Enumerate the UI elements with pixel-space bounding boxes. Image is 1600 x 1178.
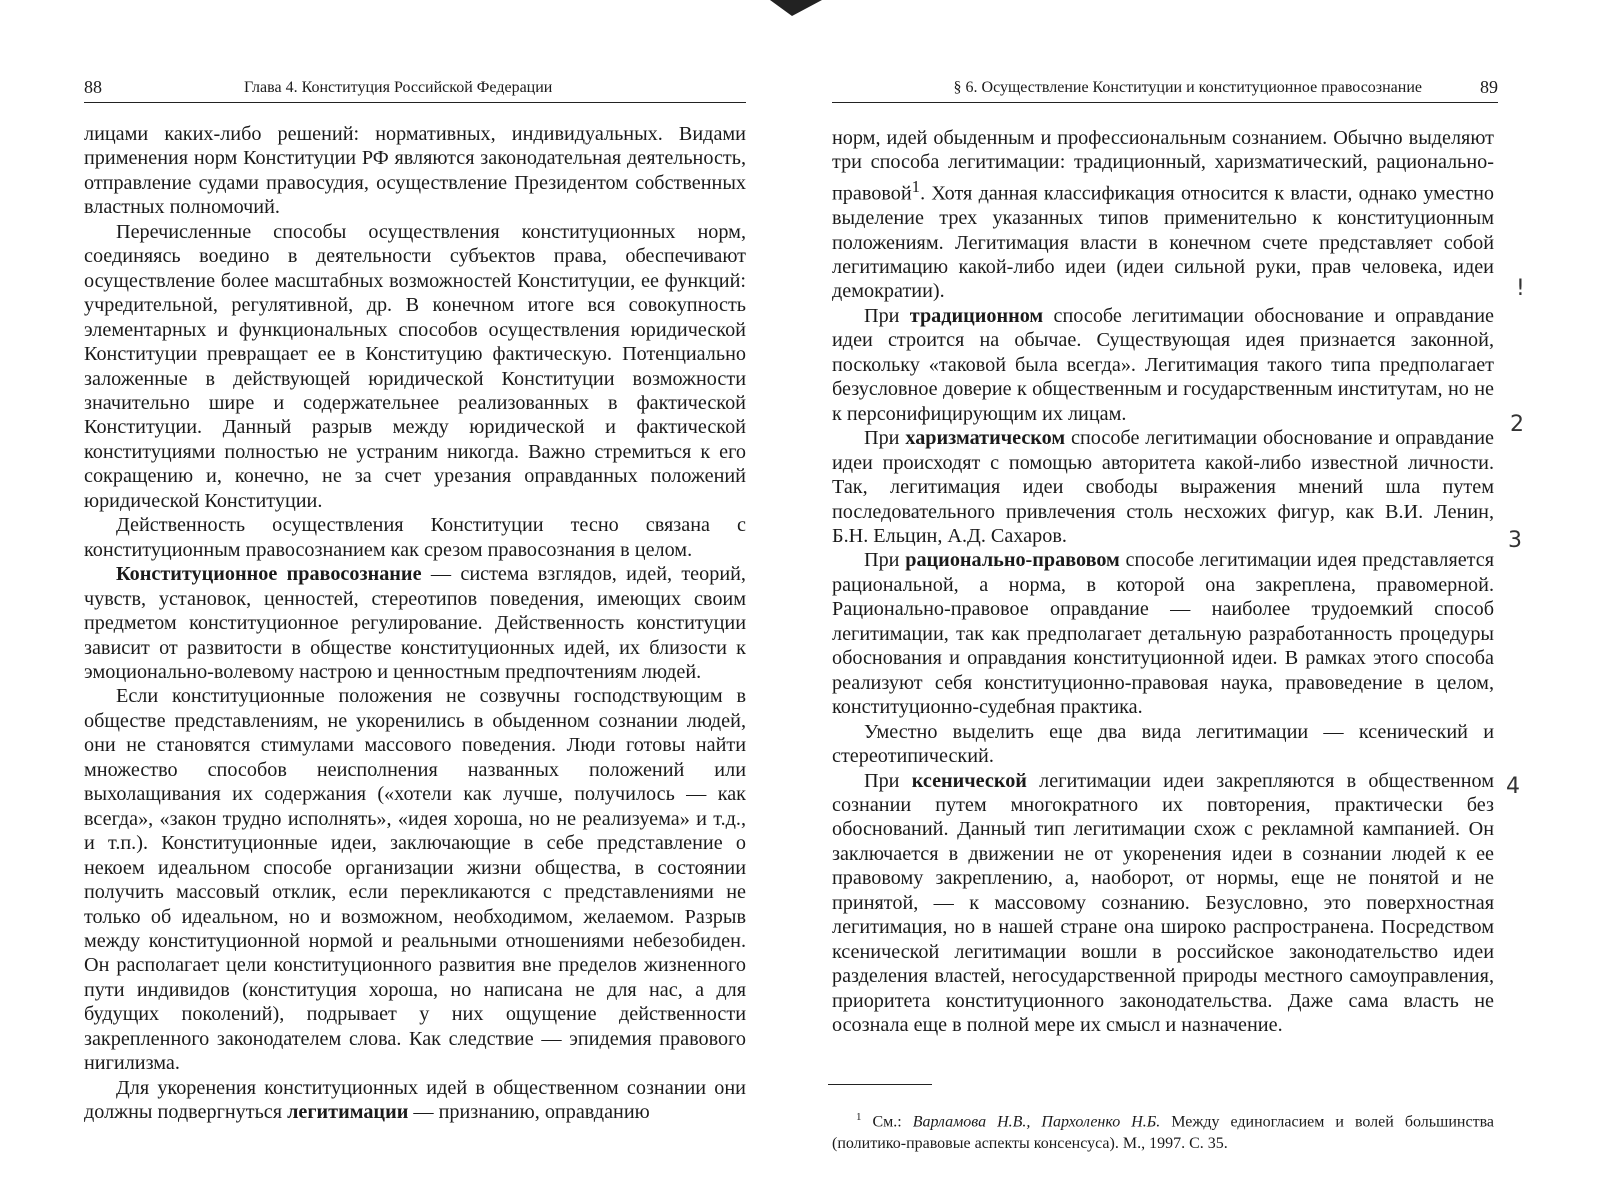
term-bold: ксенической [911,769,1027,792]
term-bold: Конституционное правосознание [116,563,422,586]
footnote: $^1$ См.: Варламова Н.В., Пархоленко Н.Б. Между единогласием и волей большинства (политико-правовые аспекты консенсуса). М., 1997. С. 35. [832,1111,1495,1153]
running-head-right: § 6. Осуществление Конституции и конституционное правосознание [953,79,1422,96]
footnote-ref: 1 [911,176,921,196]
left-body-text [84,122,746,1125]
term-bold: традиционном [909,304,1044,327]
paragraph: Перечисленные способы осуществления конституционных норм, соединяясь воедино в деятельности субъектов права, обеспечивают осуществление более масштабных возможностей Конституции, ее функций: учредительной, регулятивной, др. В конечном итоге вся совокупность элементарных и функциональных способов осуществления юридической Конституции превращает ее в Конституцию фактическую. Потенциально заложенные в действующей юридической Конституции возможности значительно шире и содержательнее реализованных в фактической Конституции. Данный разрыв между юридической и фактической конституциями полностью не устраним никогда. Важно стремиться к его сокращению и, конечно, не за счет урезания оправданных положений юридической Конституции. [84,220,746,512]
term-bold: легитимации [287,1101,409,1124]
footnote-divider [828,1084,932,1085]
paragraph: При традиционном способе легитимации обоснование и оправдание идеи строится на обычае. Существующая идея признается законной, поскольку «таковой была всегда». Легитимация такого типа предполагает безусловное доверие к общественным и государственным институтам, но не к персонифицирующим их лицам. [832,304,1494,425]
handwritten-margin-note: ! [1516,276,1525,301]
paragraph: Для укоренения конституционных идей в общественном сознании они должны подвергнуться легитимации — признанию, оправданию [84,1076,746,1124]
paragraph: лицами каких-либо решений: нормативных, индивидуальных. Видами применения норм Конституции РФ являются законодательная деятельность, отправление судами правосудия, осуществление Президентом собственных властных полномочий. [84,123,746,219]
handwritten-margin-note: 2 [1510,412,1524,437]
footnote-marker: 1 [856,1111,862,1123]
handwritten-margin-note: 4 [1506,774,1520,799]
paragraph: При рационально-правовом способе легитимации идея представляется рациональной, а норма, в которой она закреплена, правомерной. Рационально-правовое оправдание — наиболее трудоемкий способ легитимации, так как предполагает детальную разработанность процедуры обоснования и оправдания конституционной идеи. В рамках этого способа реализуют себя конституционно-правовая наука, правоведение в целом, конституционно-судебная практика. [832,549,1494,719]
right-page [800,0,1600,1178]
paragraph: Действенность осуществления Конституции тесно связана с конституционным правосознанием как срезом правосознания в целом. [84,514,746,561]
term-bold: рационально-правовом [905,549,1120,572]
footnote-authors: Варламова Н.В., Пархоленко Н.Б. [912,1113,1161,1131]
paragraph: Если конституционные положения не созвучны господствующим в обществе представлениям, не укоренились в обыденном сознании людей, они не становятся стимулами массового поведения. Люди готовы найти множество способов неисполнения названных положений или выхолащивания их содержания («хотели как лучше, получилось — как всегда», «закон трудно исполнять», «идея хороша, но не реализуема» и т.д., и т.п.). Конституционные идеи, заключающие в себе представление о некоем идеальном способе организации жизни общества, в состоянии получить массовый отклик, если перекликаются с представлениями не только об идеальном, но и возможном, необходимом, желаемом. Разрыв между конституционной нормой и реальными отношениями небезобиден. Он располагает цели конституционного развития вне пределов жизненного пути индивидов (конституция хороша, но написана не для нас, а для будущих поколений), подрывает у них ощущение действенности закрепленного законодателем слова. Как следствие — эпидемия правового нигилизма. [84,685,746,1075]
page-number-left: 88 [84,77,102,97]
page-number-right: 89 [1480,77,1498,97]
right-body-text [832,126,1494,1038]
paragraph: Уместно выделить еще два вида легитимации — ксенический и стереотипический. [832,720,1494,768]
paragraph: норм, идей обыденным и профессиональным сознанием. Обычно выделяют три способа легитимации: традиционный, харизматический, рационально-правовой$^1$. Хотя данная классификация относится к власти, однако уместно выделение трех указанных типов применительно к конституционным положениям. Легитимация власти в конечном счете представляет собой легитимацию какой-либо идеи (идеи сильной руки, прав человека, идеи демократии). [832,127,1494,303]
term-bold: харизматическом [905,427,1066,450]
paragraph: При ксенической легитимации идеи закрепляются в общественном сознании путем многократного их повторения, практически без обоснований. Данный тип легитимации схож с рекламной кампанией. Он заключается в движении не от укоренения идеи в сознании людей к ее правовому закреплению, а, наоборот, от нормы, еще не понятой и не принятой, — к массовому сознанию. Безусловно, это поверхностная легитимация, но в нашей стране она широко распространена. Посредством ксенической легитимации вошли в российское законодательство идеи разделения властей, негосударственной природы местного самоуправления, приоритета конституционного законодательства. Даже сама власть не осознала еще в полной мере их смысл и назначение. [832,769,1494,1037]
running-head-left: Глава 4. Конституция Российской Федерации [244,79,553,96]
paragraph: Конституционное правосознание — система взглядов, идей, теорий, чувств, установок, ценностей, стереотипов поведения, имеющих своим предметом конституционное регулирование. Действенность конституции зависит от развитости в обществе конституционных идей, их близости к эмоционально-волевому настрою и ценностным предпочтениям людей. [84,563,746,683]
left-running-header [84,76,746,103]
right-running-header [832,76,1498,103]
paragraph: При харизматическом способе легитимации обоснование и оправдание идеи происходят с помощью авторитета какой-либо известной личности. Так, легитимация идеи свободы выражения мнений шла путем последовательного привлечения столь несхожих фигур, как В.И. Ленин, Б.Н. Ельцин, А.Д. Сахаров. [832,427,1494,547]
handwritten-margin-note: 3 [1508,528,1522,553]
